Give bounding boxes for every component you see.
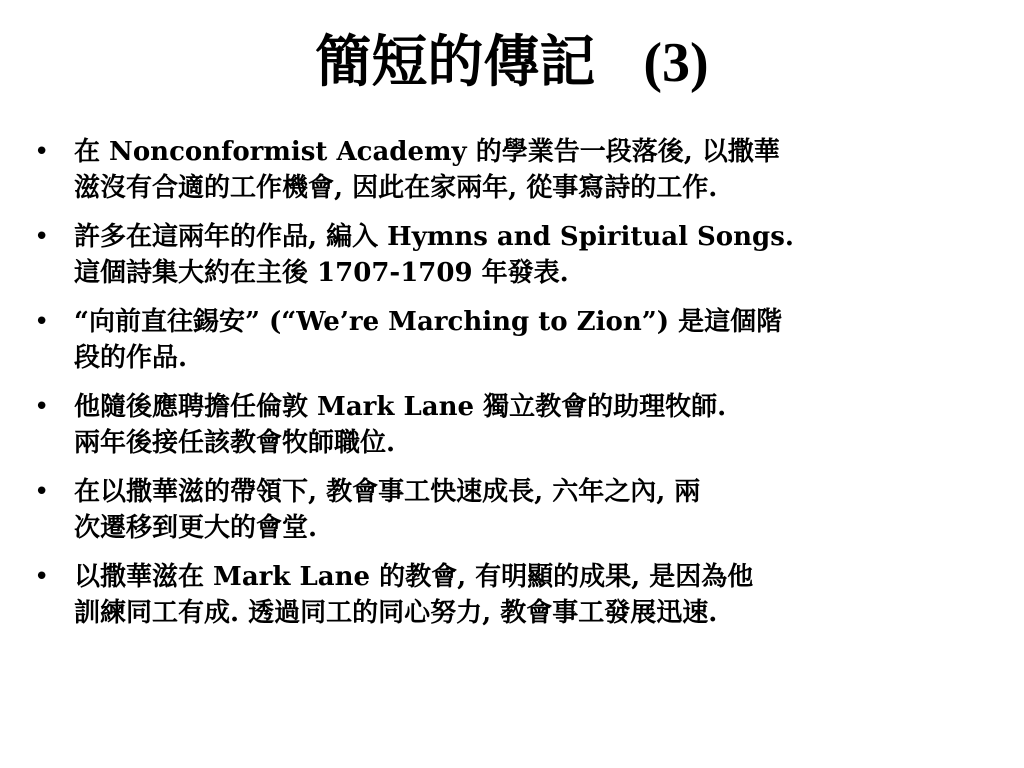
bullet-line: “向前直往錫安” (“We’re Marching to Zion”) 是這個階: [74, 307, 783, 337]
bullet-line: 以撒華滋在 Mark Lane 的教會, 有明顯的成果, 是因為他: [74, 562, 754, 592]
bullet-line: 次遷移到更大的會堂.: [74, 513, 318, 543]
bullet-item: [28, 134, 928, 206]
bullet-list: [28, 134, 928, 644]
bullet-item: [28, 389, 928, 461]
bullet-item: [28, 474, 928, 546]
bullet-line: 兩年後接任該教會牧師職位.: [74, 428, 396, 458]
bullet-line: 在 Nonconformist Academy 的學業告一段落後, 以撒華: [74, 137, 780, 167]
title-number: (3): [643, 32, 709, 94]
bullet-line: 他隨後應聘擔任倫敦 Mark Lane 獨立教會的助理牧師.: [74, 392, 727, 422]
bullet-item: [28, 219, 928, 291]
bullet-line: 這個詩集大約在主後 1707-1709 年發表.: [74, 258, 569, 288]
bullet-line: 在以撒華滋的帶領下, 教會事工快速成長, 六年之內, 兩: [74, 477, 701, 507]
bullet-icon: •: [34, 307, 50, 337]
bullet-icon: •: [34, 392, 50, 422]
bullet-line: 訓練同工有成. 透過同工的同心努力, 教會事工發展迅速.: [74, 598, 718, 628]
bullet-line: 段的作品.: [74, 343, 188, 373]
bullet-icon: •: [34, 477, 50, 507]
bullet-line: 滋沒有合適的工作機會, 因此在家兩年, 從事寫詩的工作.: [74, 173, 718, 203]
bullet-item: [28, 559, 928, 631]
slide-title: [0, 22, 1024, 103]
bullet-icon: •: [34, 562, 50, 592]
bullet-icon: •: [34, 137, 50, 167]
bullet-icon: •: [34, 222, 50, 252]
bullet-line: 許多在這兩年的作品, 編入 Hymns and Spiritual Songs.: [74, 222, 794, 252]
bullet-item: [28, 304, 928, 376]
title-text: 簡短的傳記: [315, 29, 596, 95]
